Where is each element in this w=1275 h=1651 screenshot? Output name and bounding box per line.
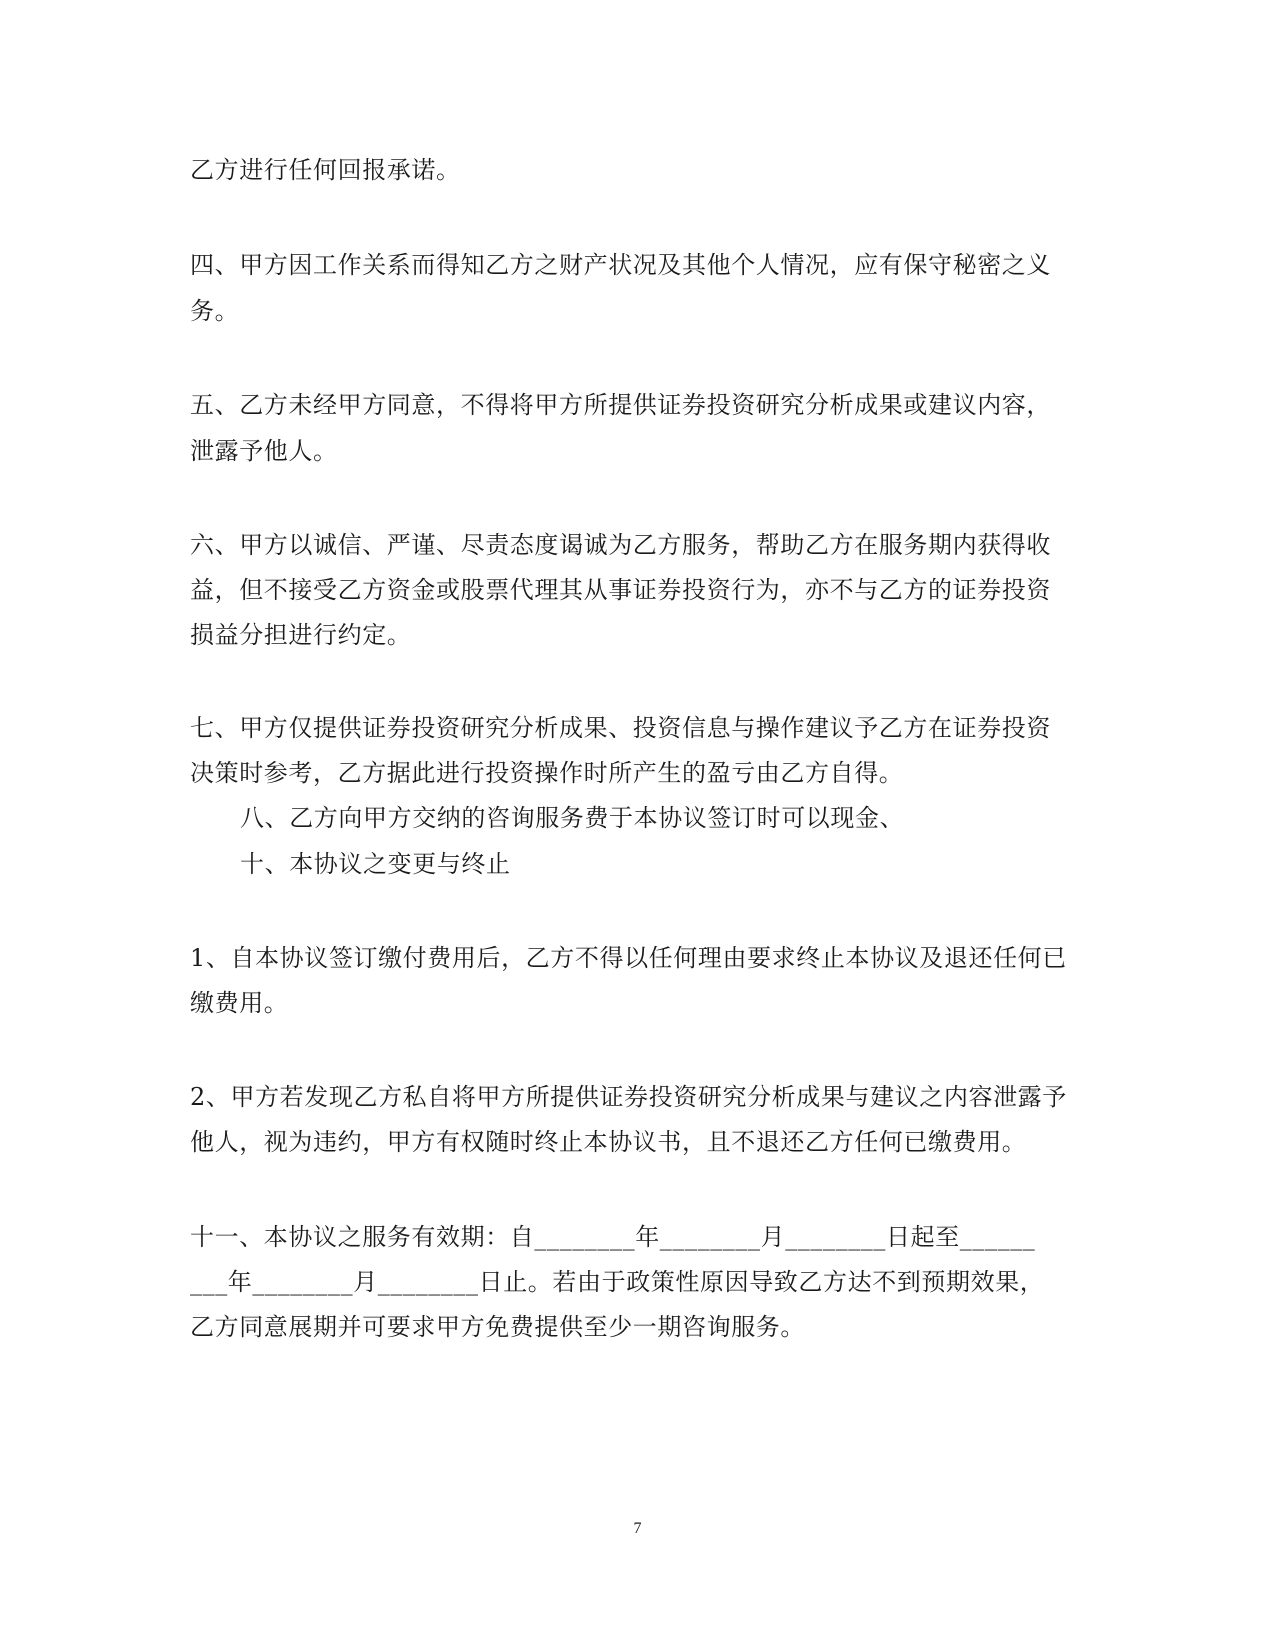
- text-line: 八、乙方向甲方交纳的咨询服务费于本协议签订时可以现金、: [240, 804, 905, 832]
- text-line: 他人，视为违约，甲方有权随时终止本协议书，且不退还乙方任何已缴费用。: [190, 1128, 1027, 1156]
- text-line: 泄露予他人。: [190, 437, 338, 465]
- text-line: 务。: [190, 297, 240, 325]
- page-number: 7: [633, 1520, 642, 1537]
- text-line: 2、甲方若发现乙方私自将甲方所提供证券投资研究分析成果与建议之内容泄露予: [190, 1083, 1067, 1111]
- text-line: 决策时参考，乙方据此进行投资操作时所产生的盈亏由乙方自得。: [190, 759, 904, 787]
- text-line: 四、甲方因工作关系而得知乙方之财产状况及其他个人情况，应有保守秘密之义: [190, 251, 1051, 279]
- text-line: 十、本协议之变更与终止: [240, 850, 511, 878]
- text-line: 损益分担进行约定。: [190, 621, 412, 649]
- text-line: 乙方同意展期并可要求甲方免费提供至少一期咨询服务。: [190, 1313, 805, 1341]
- text-line: 益，但不接受乙方资金或股票代理其从事证券投资行为，亦不与乙方的证券投资: [190, 576, 1051, 604]
- text-line: ___年________月________日止。若由于政策性原因导致乙方达不到预期效果，: [190, 1268, 1045, 1296]
- text-line: 五、乙方未经甲方同意，不得将甲方所提供证券投资研究分析成果或建议内容，: [190, 391, 1051, 419]
- text-line: 六、甲方以诚信、严谨、尽责态度谒诚为乙方服务，帮助乙方在服务期内获得收: [190, 531, 1051, 559]
- text-line: 乙方进行任何回报承诺。: [190, 156, 461, 184]
- text-line: 七、甲方仅提供证券投资研究分析成果、投资信息与操作建议予乙方在证券投资: [190, 714, 1051, 742]
- text-line: 1、自本协议签订缴付费用后，乙方不得以任何理由要求终止本协议及退还任何已: [190, 944, 1067, 972]
- text-line: 缴费用。: [190, 989, 289, 1017]
- text-line: 十一、本协议之服务有效期：自________年________月________日起至______: [190, 1223, 1036, 1251]
